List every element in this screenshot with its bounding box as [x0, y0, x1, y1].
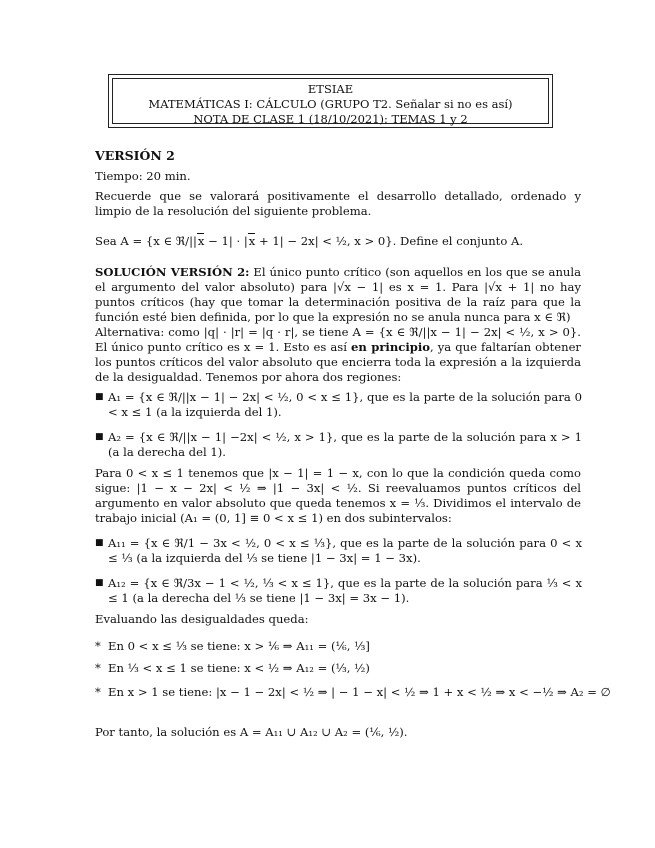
solution-text: El único punto crítico (son aquellos en los que se anula el argumento del valor absoluto) para |√x − 1| es x = 1. Para |√x + 1| no hay puntos críticos (hay que tomar la determinación positiva de la raíz para que la función esté bien definida, por lo que la expresión no se anula nunca para x ∈ ℜ)	[95, 265, 581, 324]
problem-mid2: + 1| − 2x| < ½, x > 0}. Define el conjunto A.	[255, 234, 524, 248]
bullet-icon: ■	[95, 392, 104, 402]
time-limit: Tiempo: 20 min.	[95, 169, 191, 183]
header-course: MATEMÁTICAS I: CÁLCULO (GRUPO T2. Señalar si no es así)	[148, 97, 513, 111]
bullet-text: A₁₁ = {x ∈ ℜ/1 − 3x < ½, 0 < x ≤ ⅓}, que es la parte de la solución para 0 < x ≤ ⅓ (a la izquierda del ⅓ se tiene |1 − 3x| = 1 − 3x).	[108, 536, 582, 565]
problem-statement	[95, 234, 581, 249]
asterisk-icon: *	[95, 661, 101, 675]
header-box	[108, 74, 553, 128]
bullet-icon: ■	[95, 432, 104, 442]
header-inner-box	[112, 78, 549, 124]
conclusion-line: Por tanto, la solución es A = A₁₁ ∪ A₁₂ ∪ A₂ = (⅙, ½).	[95, 725, 408, 739]
alternative-bold: en principio	[351, 340, 430, 354]
bullet-text: A₂ = {x ∈ ℜ/||x − 1| −2x| < ½, x > 1}, que es la parte de la solución para x > 1 (a la derecha del 1).	[108, 430, 582, 459]
intro-paragraph: Recuerde que se valorará positivamente el desarrollo detallado, ordenado y limpio de la resolución del siguiente problema.	[95, 189, 581, 218]
asterisk-icon: *	[95, 639, 101, 653]
case-text: En 0 < x ≤ ⅓ se tiene: x > ⅙ ⇒ A₁₁ = (⅙, ⅓]	[108, 639, 370, 653]
alternative-text-post: , ya que faltarían obtener los puntos críticos del valor absoluto que encierra toda la expresión a la izquierda de la desigualdad. Tenemos por ahora dos regiones:	[95, 340, 581, 384]
subinterval-paragraph: Para 0 < x ≤ 1 tenemos que |x − 1| = 1 − x, con lo que la condición queda como sigue: |1 − x − 2x| < ½ ⇒ |1 − 3x| < ½. Si reevaluamos puntos críticos del argumento en valor absoluto que queda tenemos x = ⅓. Dividimos el intervalo de trabajo inicial (A₁ = (0, 1] ≡ 0 < x ≤ 1) en dos subintervalos:	[95, 466, 581, 525]
list-item	[95, 390, 582, 420]
sqrt-x-1: x	[197, 234, 205, 248]
header-school: ETSIAE	[307, 82, 354, 96]
header-note: NOTA DE CLASE 1 (18/10/2021): TEMAS 1 y 2	[193, 112, 468, 126]
alternative-text-pre: Alternativa: como |q| · |r| = |q · r|, se tiene A = {x ∈ ℜ/||x − 1| − 2x| < ½, x > 0}. El único punto crítico es x = 1. Esto es así	[95, 325, 581, 354]
sqrt-x-2: x	[248, 234, 256, 248]
list-item	[95, 661, 582, 676]
bullet-text: A₁₂ = {x ∈ ℜ/3x − 1 < ½, ⅓ < x ≤ 1}, que es la parte de la solución para ⅓ < x ≤ 1 (a la derecha del ⅓ se tiene |1 − 3x| = 3x − 1).	[108, 576, 582, 605]
alternative-paragraph	[95, 325, 581, 385]
list-item	[95, 536, 582, 566]
bullet-text: A₁ = {x ∈ ℜ/||x − 1| − 2x| < ½, 0 < x ≤ 1}, que es la parte de la solución para 0 < x ≤ 1 (a la izquierda del 1).	[108, 390, 582, 419]
list-item	[95, 430, 582, 460]
list-item	[95, 639, 582, 654]
list-item	[95, 576, 582, 606]
case-text: En ⅓ < x ≤ 1 se tiene: x < ½ ⇒ A₁₂ = (⅓, ½)	[108, 661, 370, 675]
solution-paragraph	[95, 265, 581, 325]
bullet-icon: ■	[95, 578, 104, 588]
evaluating-line: Evaluando las desigualdades queda:	[95, 612, 309, 626]
list-item	[95, 685, 611, 700]
problem-mid1: − 1| · |	[204, 234, 248, 248]
bullet-icon: ■	[95, 538, 104, 548]
version-title: VERSIÓN 2	[95, 148, 175, 163]
asterisk-icon: *	[95, 685, 101, 699]
solution-label: SOLUCIÓN VERSIÓN 2:	[95, 265, 250, 279]
problem-pre: Sea A = {x ∈ ℜ/||	[95, 234, 197, 248]
case-text: En x > 1 se tiene: |x − 1 − 2x| < ½ ⇒ | − 1 − x| < ½ ⇒ 1 + x < ½ ⇒ x < −½ ⇒ A₂ = ∅	[108, 685, 611, 699]
